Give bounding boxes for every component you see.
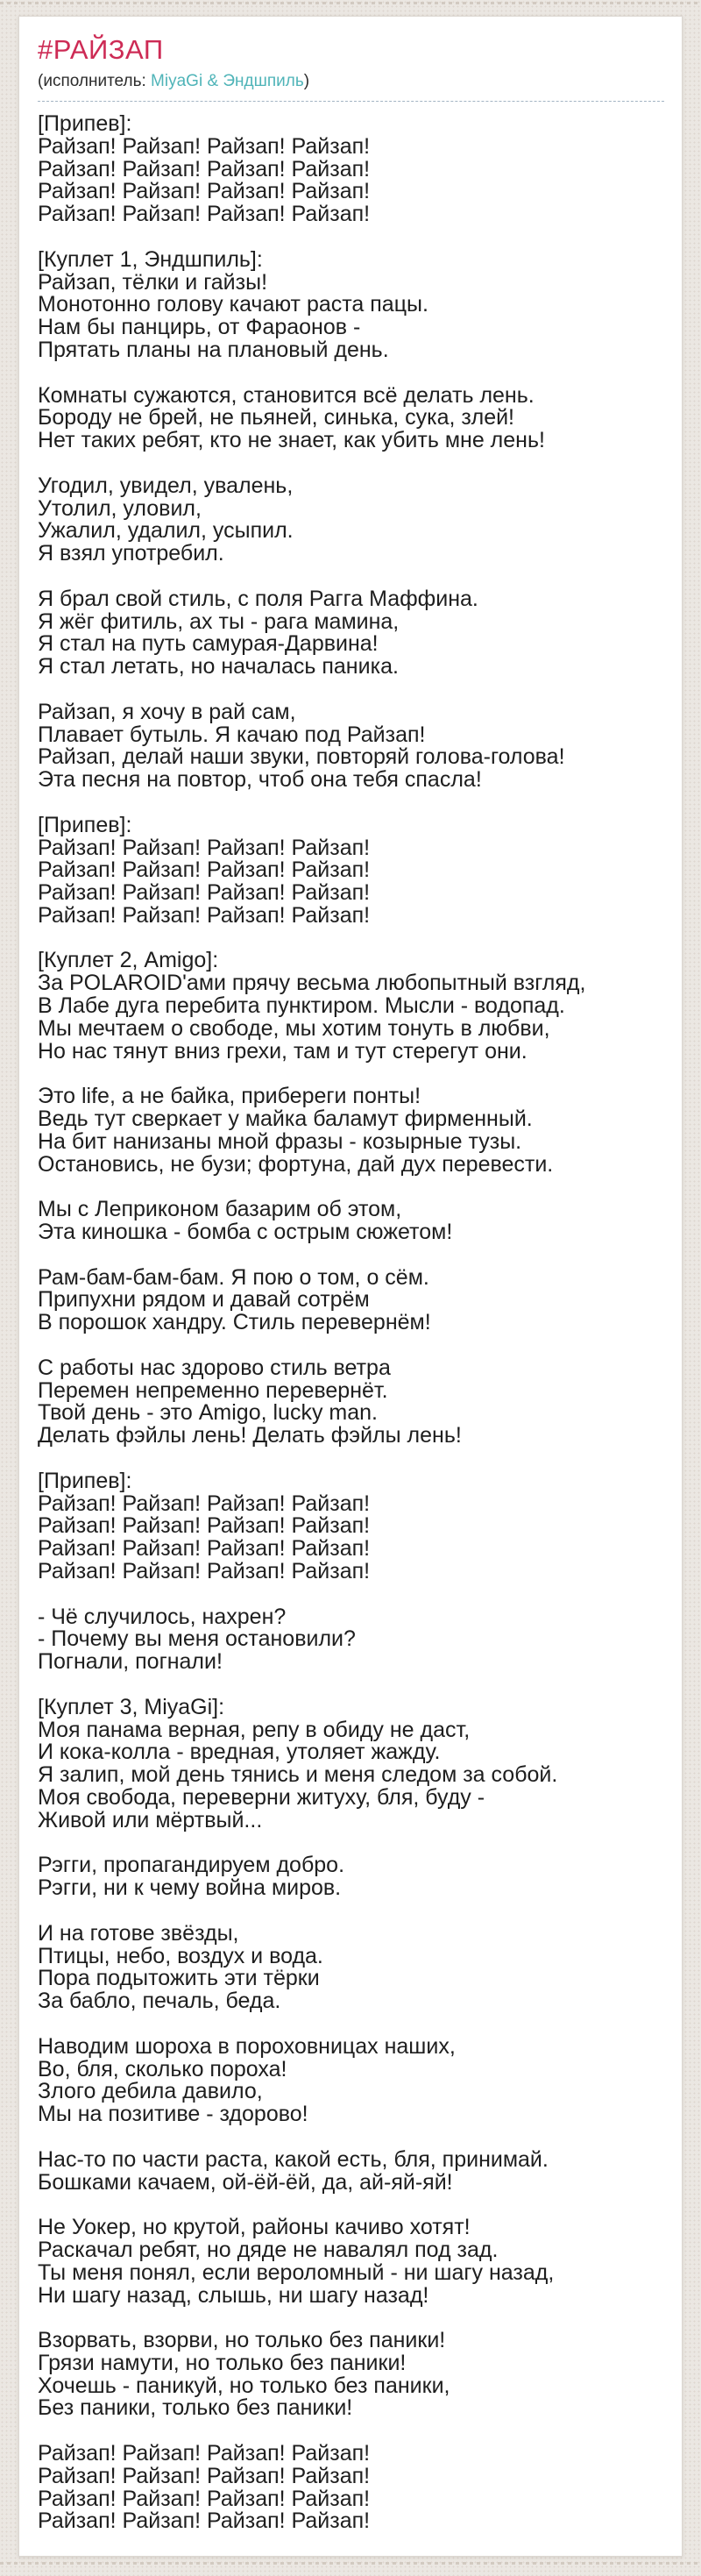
lyrics-line: Райзап! Райзап! Райзап! Райзап! [38, 1513, 371, 1539]
lyrics-line: Это life, а не байка, прибереги понты! [38, 1084, 421, 1109]
page-title: #РАЙЗАП [38, 34, 164, 65]
lyrics-line: Райзап! Райзап! Райзап! Райзап! [38, 880, 371, 906]
lyrics-line: Райзап! Райзап! Райзап! Райзап! [38, 2508, 371, 2534]
lyrics-line: Райзап! Райзап! Райзап! Райзап! [38, 902, 371, 928]
stanza [38, 2217, 664, 2307]
lyrics-line: Райзап! Райзап! Райзап! Райзап! [38, 179, 371, 204]
lyrics-line: Мы на позитиве - здорово! [38, 2102, 308, 2127]
lyrics-line: Живой или мёртвый... [38, 1807, 263, 1832]
lyrics-line: И кока-колла - вредная, утоляет жажду. [38, 1740, 441, 1765]
stanza [38, 1085, 664, 1176]
lyrics-line: Рэгги, ни к чему война миров. [38, 1875, 342, 1901]
lyrics-line: Я взял употребил. [38, 541, 224, 566]
stanza [38, 812, 664, 928]
lyrics-line: Райзап! Райзап! Райзап! Райзап! [38, 1491, 371, 1516]
stanza [38, 2443, 664, 2533]
lyrics-line: С работы нас здорово стиль ветра [38, 1355, 391, 1380]
lyrics-line: Погнали, погнали! [38, 1649, 223, 1675]
stanza [38, 588, 664, 679]
lyrics-line: Пора подытожить эти тёрки [38, 1966, 320, 1991]
lyrics-line: Перемен непременно перевернёт. [38, 1377, 388, 1403]
lyrics-line: Райзап! Райзап! Райзап! Райзап! [38, 2441, 371, 2466]
lyrics-line: Ведь тут сверкает у майка баламут фирменный. [38, 1107, 533, 1132]
stanza [38, 701, 664, 792]
lyrics-line: Райзап! Райзап! Райзап! Райзап! [38, 857, 371, 883]
section-header: [Припев]: [38, 111, 132, 136]
lyrics-line: - Чё случилось, нахрен? [38, 1604, 287, 1629]
lyrics-line: Райзап! Райзап! Райзап! Райзап! [38, 2463, 371, 2488]
lyrics-line: Моя свобода, переверни житуху, бля, буду - [38, 1784, 485, 1810]
lyrics-line: Нет таких ребят, кто не знает, как убить мне лень! [38, 428, 545, 453]
lyrics-line: Ты меня понял, если вероломный - ни шагу назад, [38, 2259, 555, 2285]
section-header: [Припев]: [38, 812, 132, 837]
lyrics-line: Райзап! Райзап! Райзап! Райзап! [38, 2486, 371, 2511]
stanza [38, 1854, 664, 1900]
stanza [38, 1357, 664, 1448]
lyrics-line: Нас-то по части раста, какой есть, бля, принимай. [38, 2146, 549, 2172]
lyrics-line: Эта киношка - бомба с острым сюжетом! [38, 1220, 453, 1245]
lyrics-line: Птицы, небо, воздух и вода. [38, 1943, 323, 1968]
lyrics-line: Райзап! Райзап! Райзап! Райзап! [38, 1559, 371, 1583]
stanza [38, 1264, 664, 1335]
artist-label-prefix: (исполнитель: [38, 72, 152, 90]
section-header: [Куплет 3, MiyaGi]: [38, 1694, 225, 1719]
lyrics-line: Эта песня на повтор, чтоб она тебя спасла! [38, 767, 482, 793]
lyrics [38, 113, 664, 2533]
stanza [38, 382, 664, 453]
artist-label-suffix: ) [303, 72, 310, 90]
lyrics-line: Я залип, мой день тянись и меня следом за собой. [38, 1762, 558, 1788]
lyrics-line: Райзап! Райзап! Райзап! Райзап! [38, 156, 371, 181]
lyrics-line: Мы мечтаем о свободе, мы хотим тонуть в любви, [38, 1015, 550, 1041]
lyrics-line: Твой день - это Amigo, lucky man. [38, 1400, 378, 1426]
stanza [38, 2330, 664, 2420]
lyrics-line: Плавает бутыль. Я качаю под Райзап! [38, 722, 426, 747]
lyrics-line: Райзап, я хочу в рай сам, [38, 699, 296, 724]
lyrics-line: Я стал на путь самурая-Дарвина! [38, 631, 379, 657]
stanza [38, 113, 664, 226]
lyrics-line: Утолил, уловил, [38, 495, 202, 521]
lyrics-line: В порошок хандру. Стиль перевернём! [38, 1310, 431, 1335]
lyrics-line: За бабло, печаль, беда. [38, 1989, 281, 2014]
lyrics-line: Злого дебила давило, [38, 2079, 263, 2104]
lyrics-line: Я брал свой стиль, с поля Рагга Маффина. [38, 586, 478, 611]
lyrics-line: Ужалил, удалил, усыпил. [38, 518, 294, 544]
lyrics-line: Но нас тянут вниз грехи, там и тут стерегут они. [38, 1038, 528, 1064]
lyrics-line: Райзап, тёлки и гайзы! [38, 269, 268, 295]
lyrics-line: Не Уокер, но крутой, районы качиво хотят! [38, 2215, 471, 2240]
lyrics-line: Прятать планы на плановый день. [38, 337, 389, 362]
lyrics-line: Взорвать, взорви, но только без паники! [38, 2328, 446, 2353]
lyrics-line: Райзап! Райзап! Райзап! Райзап! [38, 202, 371, 227]
lyrics-line: Остановись, не бузи; фортуна, дай дух перевести. [38, 1151, 554, 1177]
stanza [38, 1470, 664, 1583]
stanza [38, 2033, 664, 2127]
lyrics-line: И на готове звёзды, [38, 1920, 239, 1946]
lyrics-line: Хочешь - паникуй, но только без паники, [38, 2373, 450, 2398]
lyrics-line: Комнаты сужаются, становится всё делать лень. [38, 382, 535, 408]
lyrics-line: Без паники, только без паники! [38, 2395, 353, 2421]
lyrics-line: Делать фэйлы лень! Делать фэйлы лень! [38, 1423, 462, 1448]
lyrics-line: Я жёг фитиль, ах ты - рага мамина, [38, 608, 400, 634]
lyrics-line: На бит нанизаны мной фразы - козырные тузы. [38, 1128, 522, 1154]
section-header: [Куплет 1, Эндшпиль]: [38, 246, 263, 272]
lyrics-line: Угодил, увидел, увалень, [38, 473, 294, 498]
lyrics-line: Я стал летать, но началась паника. [38, 654, 399, 680]
lyrics-line: Припухни рядом и давай сотрём [38, 1287, 370, 1313]
stanza [38, 2146, 664, 2195]
stanza [38, 475, 664, 566]
lyrics-line: Раскачал ребят, но дяде не навалял под зад. [38, 2237, 499, 2262]
stanza [38, 1199, 664, 1244]
lyrics-line: Моя панама верная, репу в обиду не даст, [38, 1717, 471, 1742]
artist-link[interactable]: MiyaGi & Эндшпиль [151, 72, 304, 90]
lyrics-line: Рам-бам-бам-бам. Я пою о том, о сём. [38, 1264, 429, 1290]
top-dotted-border [0, 2, 701, 4]
lyrics-line: Монотонно голову качают раста пацы. [38, 292, 428, 317]
stanza [38, 1694, 664, 1832]
lyrics-line: Бошками качаем, ой-ёй-ёй, да, ай-яй-яй! [38, 2169, 453, 2195]
section-header: [Куплет 2, Amigo]: [38, 948, 219, 973]
lyrics-line: Ни шагу назад, слышь, ни шагу назад! [38, 2282, 429, 2308]
lyrics-line: Грязи намути, но только без паники! [38, 2350, 407, 2375]
lyrics-line: Рэгги, пропагандируем добро. [38, 1853, 345, 1878]
stanza [38, 1606, 664, 1674]
lyrics-card [18, 16, 683, 2557]
lyrics-line: Райзап! Райзап! Райзап! Райзап! [38, 835, 371, 860]
bottom-dotted-border [0, 2562, 701, 2565]
stanza [38, 950, 664, 1063]
lyrics-line: - Почему вы меня остановили? [38, 1626, 356, 1652]
lyrics-line: Нам бы панцирь, от Фараонов - [38, 315, 361, 340]
lyrics-line: Райзап, делай наши звуки, повторяй голова-голова! [38, 744, 565, 770]
stanza [38, 1920, 664, 2014]
lyrics-line: Наводим шороха в пороховницах наших, [38, 2033, 456, 2059]
artist-line [38, 72, 664, 102]
stanza [38, 246, 664, 362]
section-header: [Припев]: [38, 1468, 132, 1493]
lyrics-line: За POLAROID'ами прячу весьма любопытный взгляд, [38, 971, 586, 996]
lyrics-line: Райзап! Райзап! Райзап! Райзап! [38, 133, 371, 159]
lyrics-line: Мы с Леприконом базарим об этом, [38, 1197, 402, 1222]
lyrics-line: Во, бля, сколько пороха! [38, 2056, 287, 2081]
lyrics-line: Бороду не брей, не пьяней, синька, сука, злей! [38, 405, 515, 431]
lyrics-line: В Лабе дуга перебита пунктиром. Мысли - водопад. [38, 993, 565, 1019]
lyrics-line: Райзап! Райзап! Райзап! Райзап! [38, 1536, 371, 1562]
